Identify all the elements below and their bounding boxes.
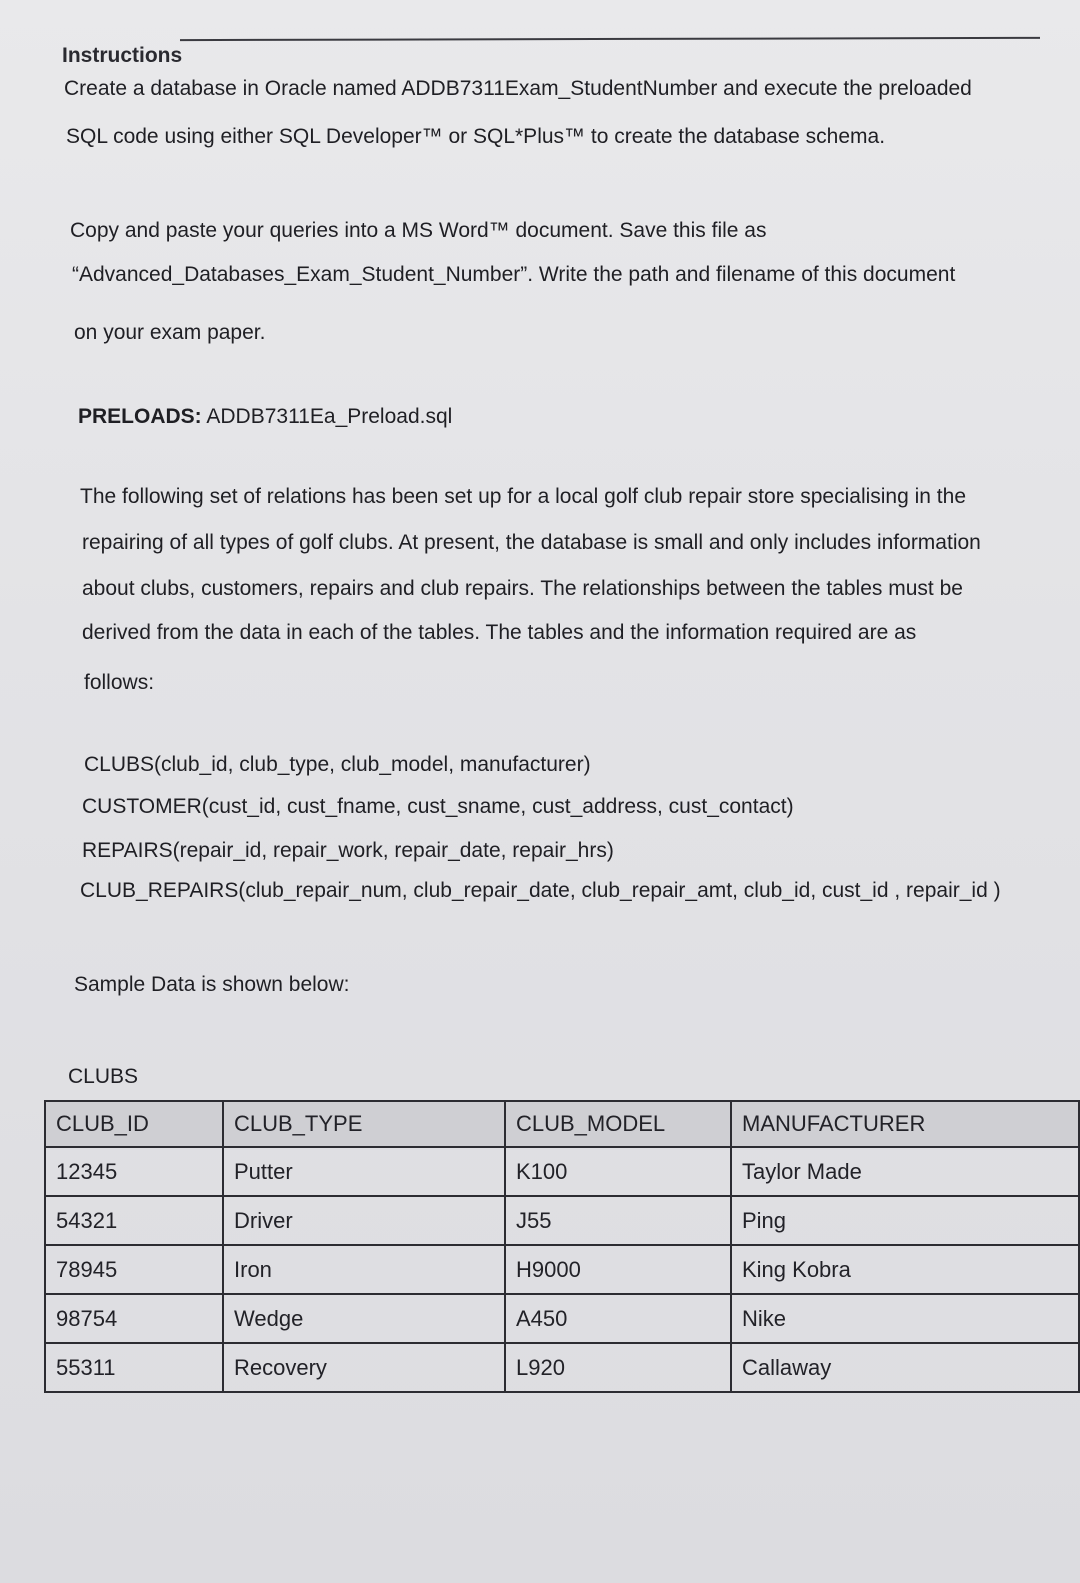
cell-club-model: A450: [505, 1294, 731, 1343]
cell-club-type: Wedge: [223, 1294, 505, 1343]
table-title: CLUBS: [68, 1065, 139, 1088]
para2-line2: “Advanced_Databases_Exam_Student_Number”. Write the path and filename of this document: [72, 263, 956, 286]
cell-club-id: 54321: [45, 1196, 223, 1245]
table-row: [45, 1294, 1079, 1343]
relation-repairs: REPAIRS(repair_id, repair_work, repair_date, repair_hrs): [82, 839, 614, 862]
header-manufacturer: MANUFACTURER: [731, 1101, 1079, 1147]
cell-club-id: 78945: [45, 1245, 223, 1294]
cell-manufacturer: Ping: [731, 1196, 1079, 1245]
para3-line2: repairing of all types of golf clubs. At present, the database is small and only includes information: [82, 531, 981, 554]
cell-club-id: 98754: [45, 1294, 223, 1343]
para1-line1: Create a database in Oracle named ADDB7311Exam_StudentNumber and execute the preloaded: [64, 77, 972, 100]
cell-club-type: Putter: [223, 1147, 505, 1196]
preloads-label: PRELOADS:: [78, 405, 202, 428]
table-header-row: [45, 1101, 1079, 1147]
cell-club-model: H9000: [505, 1245, 731, 1294]
header-club-model: CLUB_MODEL: [505, 1101, 731, 1147]
header-rule: [180, 37, 1040, 41]
para3-line1: The following set of relations has been set up for a local golf club repair store specialising in the: [80, 485, 966, 508]
table-row: [45, 1147, 1079, 1196]
para2-line3: on your exam paper.: [74, 321, 266, 344]
para2-line1: Copy and paste your queries into a MS Word™ document. Save this file as: [70, 219, 767, 242]
relation-customer: CUSTOMER(cust_id, cust_fname, cust_sname, cust_address, cust_contact): [82, 795, 794, 818]
cell-manufacturer: King Kobra: [731, 1245, 1079, 1294]
table-row: [45, 1196, 1079, 1245]
para3-line5: follows:: [84, 671, 155, 694]
instructions-heading: Instructions: [62, 44, 183, 67]
table-row: [45, 1343, 1079, 1392]
relation-club-repairs: CLUB_REPAIRS(club_repair_num, club_repair_date, club_repair_amt, club_id, cust_id , repair_id ): [80, 879, 1001, 902]
sample-data-label: Sample Data is shown below:: [74, 973, 350, 996]
clubs-table: [44, 1100, 1080, 1393]
cell-club-id: 12345: [45, 1147, 223, 1196]
cell-manufacturer: Taylor Made: [731, 1147, 1079, 1196]
header-club-type: CLUB_TYPE: [223, 1101, 505, 1147]
para3-line3: about clubs, customers, repairs and club repairs. The relationships between the tables must be: [82, 577, 963, 600]
cell-club-model: K100: [505, 1147, 731, 1196]
cell-club-type: Recovery: [223, 1343, 505, 1392]
cell-club-type: Iron: [223, 1245, 505, 1294]
cell-club-id: 55311: [45, 1343, 223, 1392]
cell-manufacturer: Callaway: [731, 1343, 1079, 1392]
header-club-id: CLUB_ID: [45, 1101, 223, 1147]
cell-club-model: L920: [505, 1343, 731, 1392]
relation-clubs: CLUBS(club_id, club_type, club_model, manufacturer): [84, 753, 591, 776]
cell-club-model: J55: [505, 1196, 731, 1245]
cell-club-type: Driver: [223, 1196, 505, 1245]
para3-line4: derived from the data in each of the tables. The tables and the information required are as: [82, 621, 917, 644]
preloads-line: [78, 404, 452, 430]
para1-line2: SQL code using either SQL Developer™ or SQL*Plus™ to create the database schema.: [66, 125, 886, 148]
table-row: [45, 1245, 1079, 1294]
preloads-value: ADDB7311Ea_Preload.sql: [206, 405, 453, 428]
cell-manufacturer: Nike: [731, 1294, 1079, 1343]
